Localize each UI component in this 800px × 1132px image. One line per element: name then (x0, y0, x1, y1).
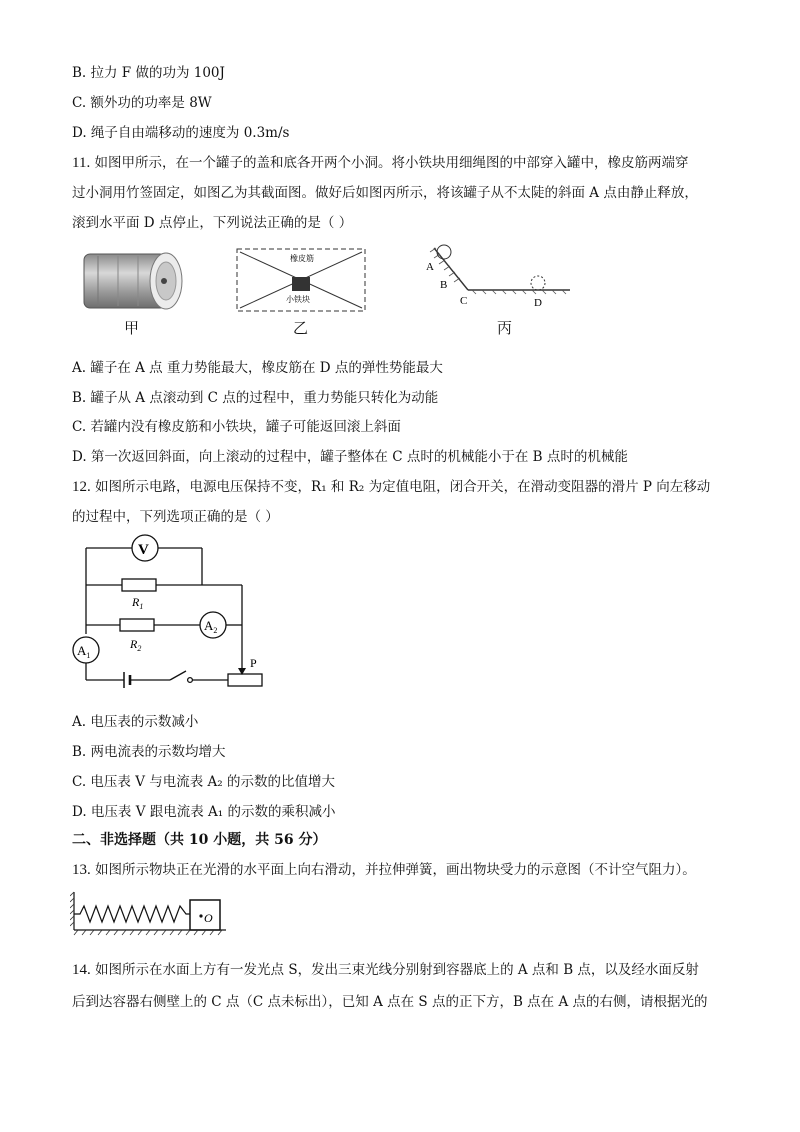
q13-label-o: O (204, 911, 213, 925)
q12-option-c: C. 电压表 V 与电流表 A₂ 的示数的比值增大 (72, 774, 336, 790)
q11-option-d: D. 第一次返回斜面，向上滚动的过程中，罐子整体在 C 点时的机械能小于在 B 点时的机械能 (72, 449, 628, 465)
q11-label-rubber-band: 橡皮筋 (290, 254, 314, 263)
q13-stem: 13. 如图所示物块正在光滑的水平面上向右滑动，并拉伸弹簧，画出物块受力的示意图（不计空气阻力）。 (72, 862, 696, 878)
q10-option-b: B. 拉力 F 做的功为 100J (72, 65, 225, 81)
q12-option-b: B. 两电流表的示数均增大 (72, 744, 226, 760)
q11-option-a: A. 罐子在 A 点 重力势能最大，橡皮筋在 D 点的弹性势能最大 (72, 360, 443, 376)
q11-stem-line2: 过小洞用竹签固定，如图乙为其截面图。做好后如图丙所示，将该罐子从不太陡的斜面 A 点由静止释放， (72, 185, 698, 201)
q10-option-d: D. 绳子自由端移动的速度为 0.3m/s (72, 125, 290, 141)
q13-spring-block-figure (70, 890, 230, 938)
q11-figure-cross-section (234, 246, 369, 316)
q11-caption-bing: 丙 (497, 319, 513, 337)
q12-label-a2: $A_2$ (204, 618, 218, 635)
q11-caption-jia: 甲 (124, 319, 140, 337)
q12-option-a: A. 电压表的示数减小 (72, 714, 199, 730)
q12-option-d: D. 电压表 V 跟电流表 A₁ 的示数的乘积减小 (72, 804, 336, 820)
q11-stem-line1: 11. 如图甲所示，在一个罐子的盖和底各开两个小洞。将小铁块用细绳图的中部穿入罐中，橡皮筋两端穿 (72, 155, 689, 171)
q11-figure-jar (78, 246, 190, 314)
q11-label-c: C (460, 295, 468, 307)
q12-label-r1: $R_1$ (132, 595, 144, 611)
q10-option-c: C. 额外功的功率是 8W (72, 95, 212, 111)
q11-label-iron-block: 小铁块 (286, 295, 310, 304)
q14-number: 14. (72, 962, 91, 978)
q11-label-d: D (534, 297, 542, 309)
q12-label-v: V (138, 542, 149, 558)
q12-label-a1: $A_1$ (77, 643, 91, 660)
section-heading: 二、非选择题（共 10 小题，共 56 分） (72, 832, 327, 848)
q12-stem-line1: 12. 如图所示电路，电源电压保持不变，R₁ 和 R₂ 为定值电阻，闭合开关，在滑动变阻器的滑片 P 向左移动 (72, 479, 711, 495)
q12-label-p: P (250, 656, 257, 670)
q11-caption-yi: 乙 (293, 319, 309, 337)
q12-circuit-diagram (62, 528, 282, 698)
q12-label-r2: $R_2$ (130, 637, 142, 653)
q12-number: 12. (72, 479, 91, 495)
q12-stem-line2: 的过程中，下列选项正确的是（ ） (72, 509, 279, 525)
q11-stem-line3: 滚到水平面 D 点停止，下列说法正确的是（ ） (72, 215, 353, 231)
q11-label-a: A (426, 261, 434, 273)
q13-number: 13. (72, 862, 91, 878)
q11-option-b: B. 罐子从 A 点滚动到 C 点的过程中，重力势能只转化为动能 (72, 390, 439, 406)
q11-label-b: B (440, 279, 448, 291)
q11-figure-slope (420, 240, 580, 316)
q11-number: 11. (72, 155, 91, 171)
q14-stem-line2: 后到达容器右侧壁上的 C 点（C 点未标出），已知 A 点在 S 点的正下方，B 点在 A 点的右侧，请根据光的 (72, 994, 708, 1010)
q14-stem-line1: 14. 如图所示在水面上方有一发光点 S，发出三束光线分别射到容器底上的 A 点和 B 点，以及经水面反射 (72, 962, 699, 978)
q11-option-c: C. 若罐内没有橡皮筋和小铁块，罐子可能返回滚上斜面 (72, 419, 401, 435)
